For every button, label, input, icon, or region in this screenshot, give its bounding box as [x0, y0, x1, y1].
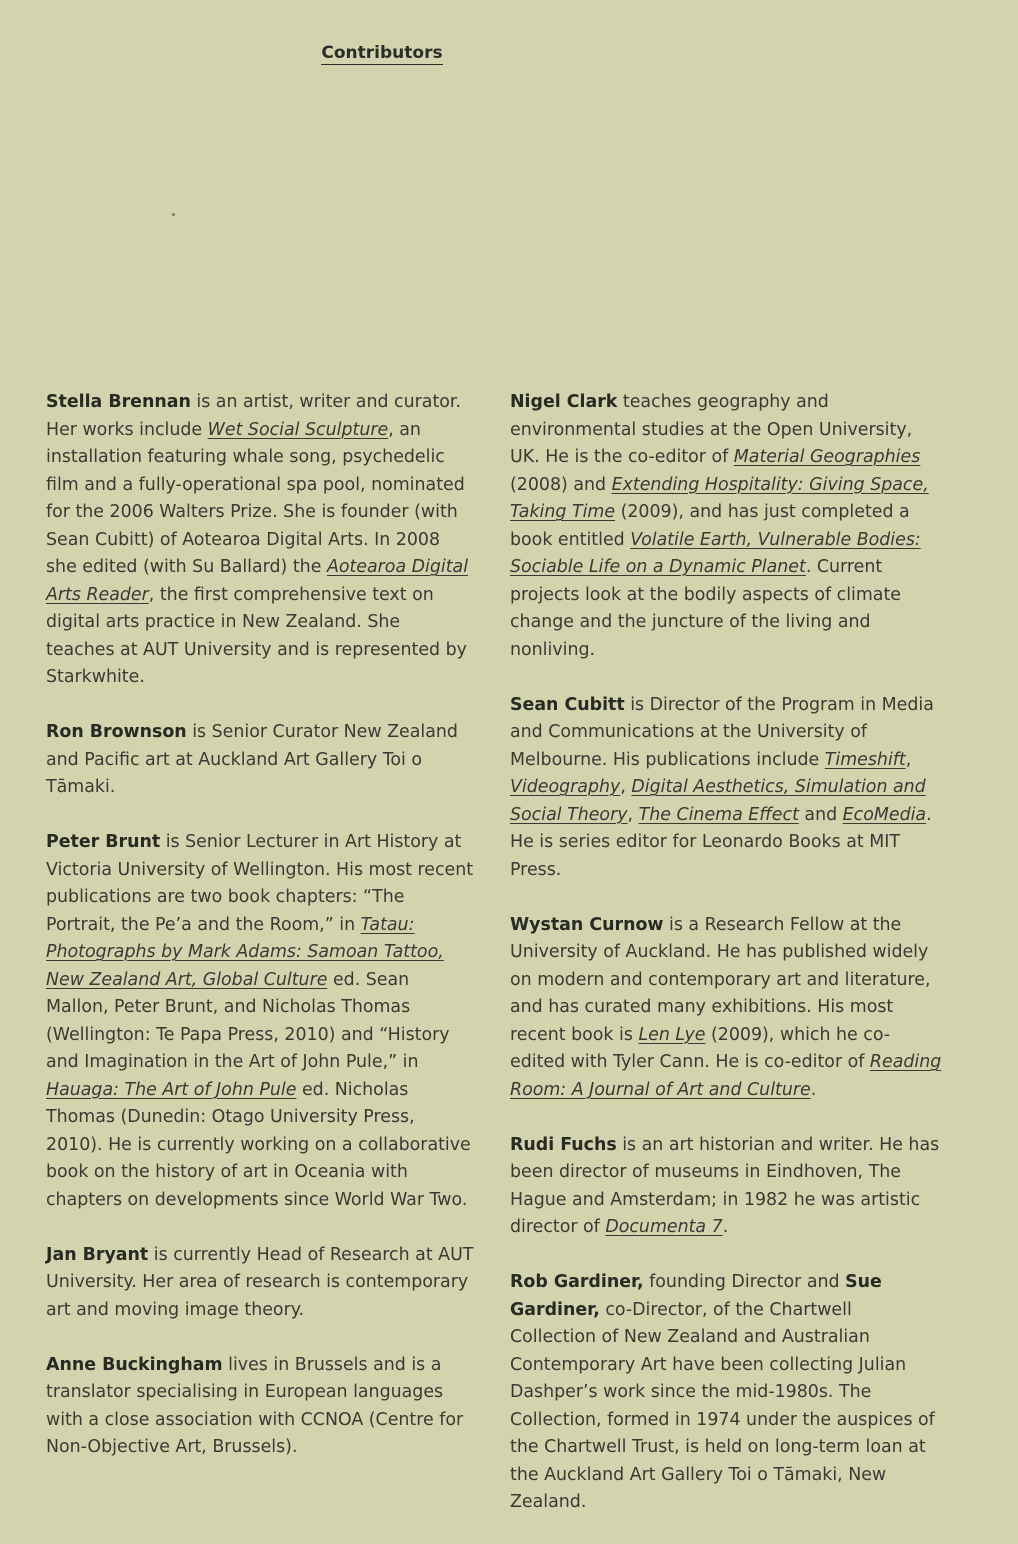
work-title: Material Geographies — [733, 447, 921, 467]
contributor-entry — [510, 692, 942, 885]
entry-text: ed. Sean Mallon, Peter Brunt, and Nicholas Thomas (Wellington: Te Papa Press, 2010) and “History and Imagination in the Art of John Pule,” in — [46, 969, 450, 1072]
work-title: Len Lye — [638, 1024, 706, 1045]
entry-text: ed. Nicholas Thomas (Dunedin: Otago University Press, 2010). He is currently working on a collaborative book on the history of art in Oceania with chapters on developments since World War Two. — [46, 1079, 471, 1210]
contributor-name: Nigel Clark — [510, 392, 618, 412]
contributor-entry — [46, 829, 474, 1214]
entry-text: is Director of the Program in Media and Communications at the University of Melbourne. His publications include — [510, 694, 934, 770]
contributor-name: Rudi Fuchs — [510, 1134, 617, 1155]
entry-text: . Current projects look at the bodily aspects of climate change and the juncture of the living and nonliving. — [510, 557, 901, 660]
entry-text: is currently Head of Research at AUT University. Her area of research is contemporary art and moving image theory. — [46, 1244, 474, 1320]
contributor-entry — [46, 1352, 474, 1462]
entry-text: , an installation featuring whale song, psychedelic film and a fully-operational spa pool, nominated for the 2006 Walters Prize. She is founder (with Sean Cubitt) of Aotearoa Digital Arts. In 2008 she edited (with Su Ballard) the — [46, 419, 465, 577]
entry-text: . He is series editor for Leonardo Books at MIT Press. — [510, 804, 932, 880]
entry-text: , the first comprehensive text on digital arts practice in New Zealand. She teaches at AUT University and is represented by Starkwhite. — [46, 584, 467, 687]
page-title — [0, 43, 764, 63]
page-title-text: Contributors — [321, 43, 443, 63]
entry-text: and — [798, 804, 843, 825]
contributor-name: Sean Cubitt — [510, 694, 625, 715]
work-title: Wet Social Sculpture — [207, 419, 389, 440]
work-title: EcoMedia — [842, 804, 927, 825]
work-title: Extending Hospitality: Giving Space, Taking Time — [510, 474, 929, 522]
contributor-name: Anne Buckingham — [46, 1354, 223, 1375]
contributor-entry — [510, 1132, 942, 1242]
contributor-name: Peter Brunt — [46, 832, 161, 852]
entry-text: is Senior Curator New Zealand and Pacific art at Auckland Art Gallery Toi o Tāmaki. — [46, 722, 458, 797]
entry-text: , — [627, 804, 639, 825]
work-title: Documenta 7 — [605, 1217, 723, 1237]
work-title: Digital Aesthetics, Simulation and Social Theory — [510, 777, 926, 825]
page-speck — [172, 213, 175, 216]
work-title: Volatile Earth, Vulnerable Bodies: Sociable Life on a Dynamic Planet — [510, 529, 921, 577]
contributor-entry — [46, 389, 474, 692]
entry-text: is a Research Fellow at the University of Auckland. He has published widely on modern and contemporary art and literature, and has curated many exhibitions. His most recent book is — [510, 914, 931, 1045]
entry-text: teaches geography and environmental studies at the Open University, UK. He is the co-editor of — [510, 392, 913, 467]
entry-text: . — [810, 1079, 817, 1100]
work-title: Hauaga: The Art of John Pule — [46, 1079, 297, 1100]
contributor-name: Sue Gardiner, — [510, 1272, 882, 1320]
entry-text: is Senior Lecturer in Art History at Victoria University of Wellington. His most recent publications are two book chapters: “The Portrait, the Pe’a and the Room,” in — [46, 832, 474, 935]
entry-text: (2009), which he co-edited with Tyler Cann. He is co-editor of — [510, 1024, 891, 1072]
work-title: Reading Room: A Journal of Art and Culture — [510, 1052, 942, 1100]
entry-text: (2008) and — [510, 474, 612, 495]
entry-text: co-Director, of the Chartwell Collection of New Zealand and Australian Contemporary Art have been collecting Julian Dashper’s work since the mid-1980s. The Collection, formed in 1974 under the auspices of the Chartwell Trust, is held on long-term loan at the Auckland Art Gallery Toi o Tāmaki, New Zealand. — [510, 1299, 935, 1512]
work-title: The Cinema Effect — [638, 804, 799, 825]
entry-text: is an artist, writer and curator. Her works include — [46, 392, 461, 440]
entry-text: . — [722, 1217, 729, 1237]
contributor-entry — [510, 912, 942, 1105]
entry-text: (2009), and has just completed a book entitled — [510, 502, 910, 550]
contributor-entry — [46, 719, 474, 802]
contributor-entry — [46, 1242, 474, 1325]
work-title: Tatau: Photographs by Mark Adams: Samoan Tattoo, New Zealand Art, Global Culture — [46, 914, 444, 990]
contributor-entry — [510, 1269, 942, 1517]
contributor-name: Stella Brennan — [46, 392, 191, 412]
work-title: Videography — [510, 777, 621, 797]
entry-text: founding Director and — [643, 1272, 846, 1292]
work-title: Aotearoa Digital Arts Reader — [46, 557, 469, 605]
left-column — [46, 389, 474, 1489]
work-title: Timeshift — [824, 749, 906, 770]
contributor-name: Wystan Curnow — [510, 914, 664, 935]
entry-text: , — [905, 749, 912, 770]
contributor-name: Jan Bryant — [46, 1244, 149, 1265]
right-column — [510, 389, 942, 1544]
entry-text: lives in Brussels and is a translator specialising in European languages with a close association with CCNOA (Centre for Non-Objective Art, Brussels). — [46, 1354, 464, 1457]
entry-text: , — [620, 777, 632, 797]
contributor-name: Rob Gardiner, — [510, 1272, 644, 1292]
contributor-entry — [510, 389, 942, 664]
entry-text: is an art historian and writer. He has been director of museums in Eindhoven, The Hague and Amsterdam; in 1982 he was artistic director of — [510, 1134, 940, 1237]
contributor-name: Ron Brownson — [46, 722, 187, 742]
